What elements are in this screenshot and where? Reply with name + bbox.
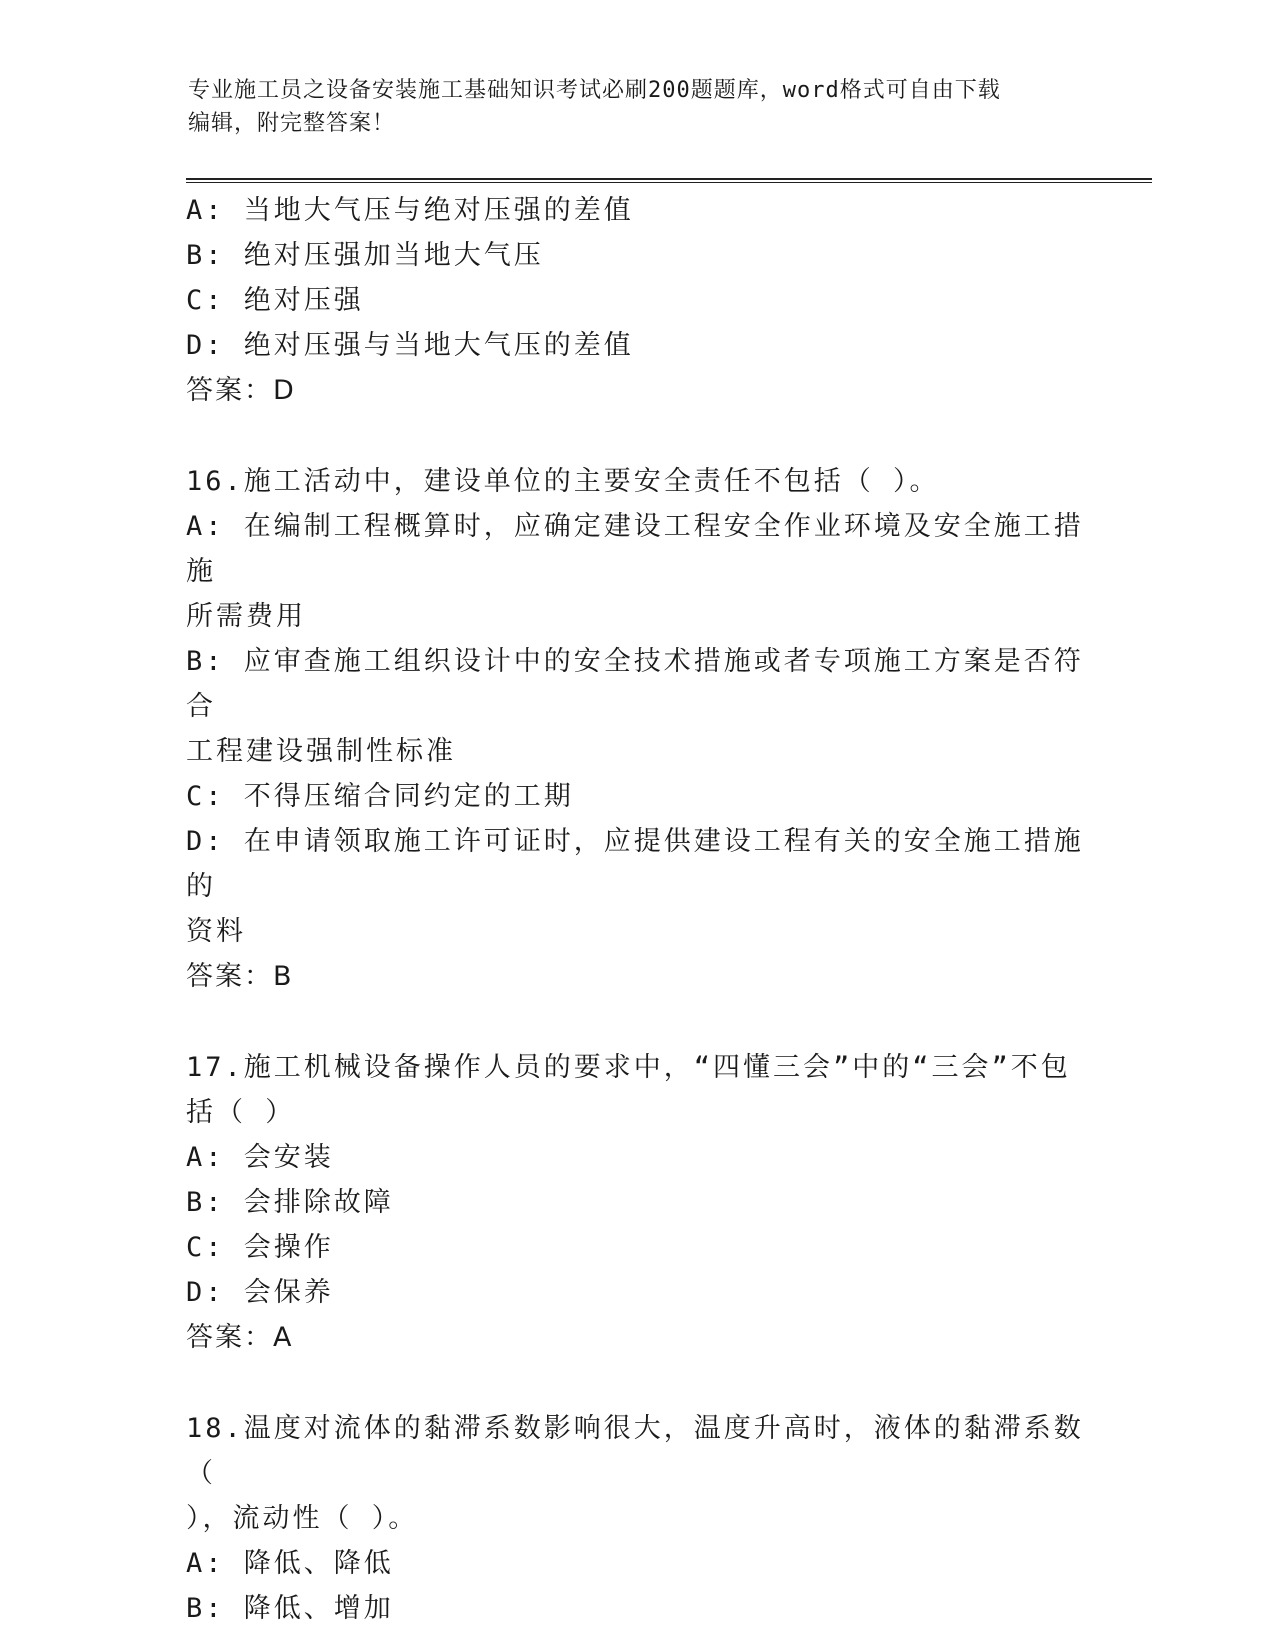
option-a: A: 降低、降低 [186, 1548, 394, 1579]
answer: 答案：D [186, 375, 296, 406]
spacer [186, 413, 1086, 459]
option-c: C: 会操作 [186, 1232, 334, 1263]
option-b: B: 会排除故障 [186, 1187, 394, 1218]
header-title-line-1: 专业施工员之设备安装施工基础知识考试必刷200题题库，word格式可自由下载 [188, 78, 1001, 103]
question-stem: 17.施工机械设备操作人员的要求中，“四懂三会”中的“三会”不包 [186, 1052, 1071, 1083]
question-stem-continued: ），流动性（ ）。 [186, 1503, 419, 1534]
answer: 答案：B [186, 961, 294, 992]
option-a: A: 当地大气压与绝对压强的差值 [186, 195, 634, 226]
spacer [186, 999, 1086, 1045]
option-b-continued: 工程建设强制性标准 [186, 736, 456, 767]
option-c: C: 不得压缩合同约定的工期 [186, 781, 574, 812]
option-d: D: 会保养 [186, 1277, 334, 1308]
document-header [188, 74, 1088, 140]
option-b: B: 降低、增加 [186, 1593, 394, 1624]
question-stem-continued: 括（ ） [186, 1097, 296, 1128]
answer: 答案：A [186, 1322, 294, 1353]
option-b: B: 应审查施工组织设计中的安全技术措施或者专项施工方案是否符合 [186, 646, 1084, 722]
question-15 [186, 188, 1086, 413]
option-d: D: 在申请领取施工许可证时，应提供建设工程有关的安全施工措施的 [186, 826, 1084, 902]
header-title-line-2: 编辑，附完整答案！ [188, 111, 396, 136]
question-16 [186, 459, 1086, 999]
option-d: D: 绝对压强与当地大气压的差值 [186, 330, 634, 361]
option-c: C: 绝对压强 [186, 285, 364, 316]
question-stem: 18.温度对流体的黏滞系数影响很大，温度升高时，液体的黏滞系数（ [186, 1413, 1084, 1489]
question-list [186, 188, 1086, 1631]
question-stem: 16.施工活动中，建设单位的主要安全责任不包括（ ）。 [186, 466, 940, 497]
option-a: A: 在编制工程概算时，应确定建设工程安全作业环境及安全施工措施 [186, 511, 1084, 587]
spacer [186, 1360, 1086, 1406]
option-a: A: 会安装 [186, 1142, 334, 1173]
option-b: B: 绝对压强加当地大气压 [186, 240, 544, 271]
question-17 [186, 1045, 1086, 1360]
option-d-continued: 资料 [186, 916, 246, 947]
question-18 [186, 1406, 1086, 1631]
option-a-continued: 所需费用 [186, 601, 306, 632]
header-divider [186, 178, 1152, 183]
